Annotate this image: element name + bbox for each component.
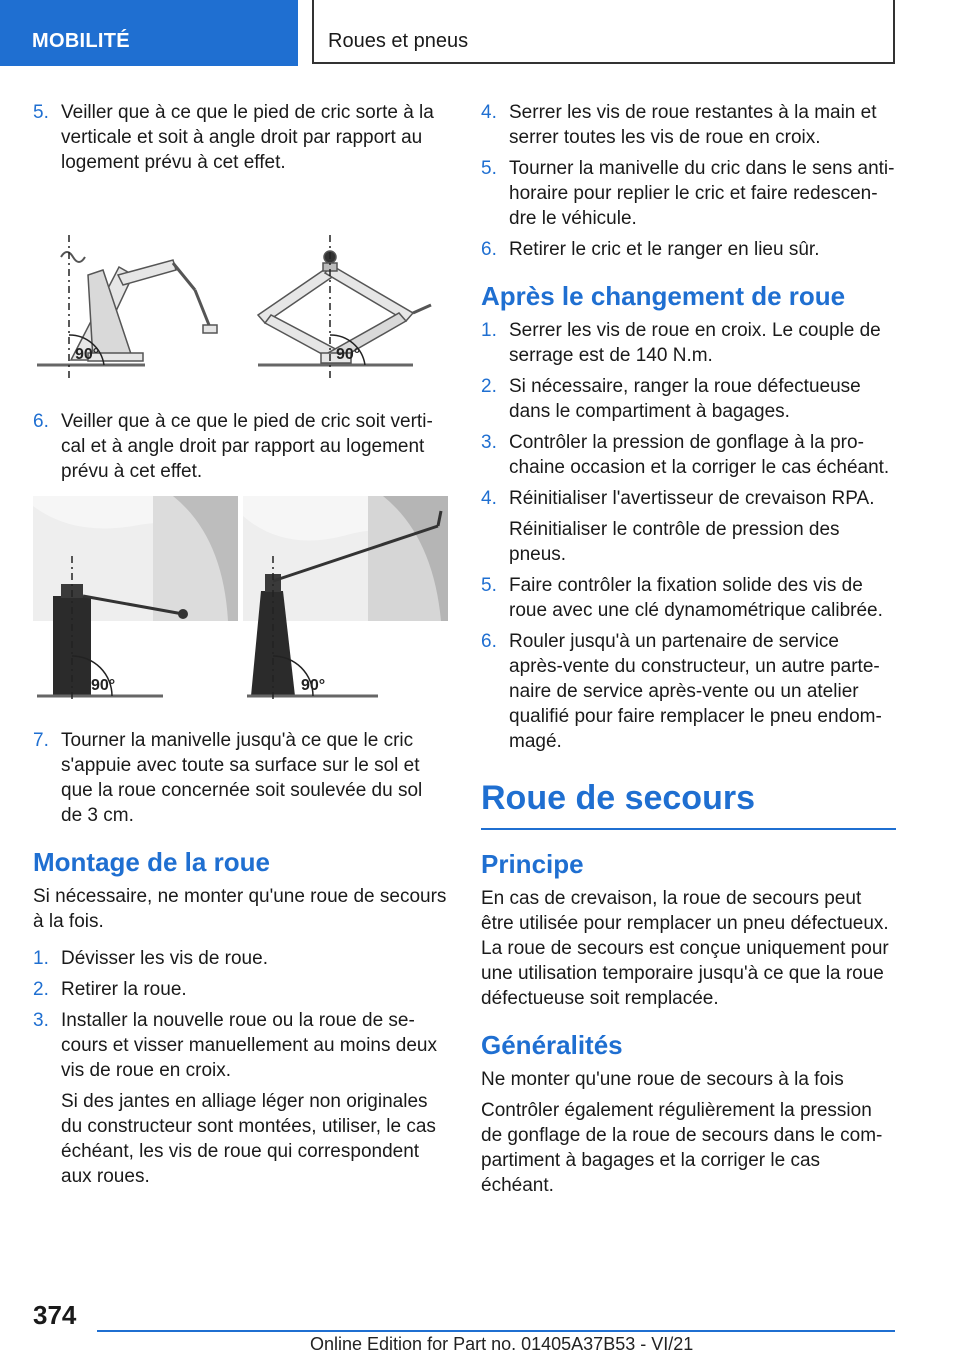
general-text-2: Contrôler également régulièrement la pression de gonflage de la roue de secours dans le compartiment à bagages et la corriger le cas échéant. [481,1100,883,1196]
angle-label: 90° [336,346,361,363]
after-step-5 [481,573,896,623]
right-column [481,100,896,1204]
step-number: 3. [481,432,497,453]
step-text: Serrer les vis de roue restantes à la main et serrer toutes les vis de roue en croix. [509,102,877,148]
mounting-intro: Si nécessaire, ne monter qu'une roue de secours à la fois. [33,886,447,932]
step-number: 2. [33,979,49,1000]
step-number: 6. [481,239,497,260]
figure-jack-under-car [33,496,448,706]
step-number: 3. [33,1010,49,1031]
mount-step-2 [33,977,448,1002]
heading-spare-wheel: Roue de secours [481,776,896,830]
heading-general: Généralités [481,1030,623,1060]
step-text: Tourner la manivelle jusqu'à ce que le cric s'appuie avec toute sa surface sur le sol et que la roue concernée soit soulevée du sol de 3 cm. [61,730,423,826]
step-5 [33,100,448,175]
step-number: 2. [481,376,497,397]
photo-panel-right [243,496,448,701]
step-text: Installer la nouvelle roue ou la roue de secours et visser manuellement au moins deux vis de roue en croix. [61,1010,437,1081]
page-number: 374 [33,1300,77,1330]
after-step-4 [481,486,896,511]
footer-edition: Online Edition for Part no. 01405A37B53 - VI/21 [310,1334,694,1354]
after-step-1 [481,318,896,368]
heading-after-change: Après le changement de roue [481,281,846,311]
angle-label: 90° [91,677,116,694]
step-number: 4. [481,488,497,509]
step-text: Veiller que à ce que le pied de cric sorte à la verticale et soit à angle droit par rapport au logement prévu à cet effet. [61,102,434,173]
step-number: 5. [33,102,49,123]
step-text: Si nécessaire, ranger la roue défectueuse dans le compartiment à bagages. [509,376,861,422]
step-number: 1. [481,320,497,341]
step-6 [33,409,448,484]
step-text: Réinitialiser l'avertisseur de crevaison RPA. [509,488,875,509]
step-6 [481,237,896,262]
page-header [0,0,960,66]
step-text: Rouler jusqu'à un partenaire de service après-vente du constructeur, un autre partenaire de service après-vente ou un atelier qualifié pour faire remplacer le pneu endommagé. [509,631,882,752]
mount-step-3 [33,1008,448,1083]
step-text: Retirer la roue. [61,979,187,1000]
figure-jack-vertical [33,235,448,395]
general-text-1: Ne monter qu'une roue de secours à la fois [481,1069,844,1090]
photo-panel-left [33,496,238,701]
angle-label: 90° [75,346,100,363]
mount-note: Si des jantes en alliage léger non originales du constructeur sont montées, utiliser, le cas échéant, les vis de roue qui correspondent aux roues. [61,1091,436,1187]
step-text: Retirer le cric et le ranger en lieu sûr. [509,239,820,260]
step-number: 6. [33,411,49,432]
step-number: 1. [33,948,49,969]
after-step-6 [481,629,896,754]
step-7 [33,728,448,828]
heading-mounting: Montage de la roue [33,847,270,877]
step-number: 7. [33,730,49,751]
jack-illustration-left [37,252,217,365]
after-step-3 [481,430,896,480]
after-note: Réinitialiser le contrôle de pression des pneus. [509,519,840,565]
topic-tab[interactable]: Roues et pneus [312,0,895,64]
step-text: Serrer les vis de roue en croix. Le couple de serrage est de 140 N.m. [509,320,881,366]
step-number: 4. [481,102,497,123]
footer-divider [97,1330,895,1332]
angle-label: 90° [301,677,326,694]
step-text: Faire contrôler la fixation solide des vis de roue avec une clé dynamométrique calibrée. [509,575,883,621]
principle-text: En cas de crevaison, la roue de secours peut être utilisée pour remplacer un pneu défectueux. La roue de secours est conçue uniquement pour une utilisation temporaire jusqu'à ce que la roue défectueuse soit remplacée. [481,888,889,1009]
left-column [33,100,448,1195]
step-text: Tourner la manivelle du cric dans le sens antihoraire pour replier le cric et faire redescendre le véhicule. [509,158,895,229]
step-4 [481,100,896,150]
step-number: 5. [481,158,497,179]
step-number: 5. [481,575,497,596]
step-number: 6. [481,631,497,652]
after-step-2 [481,374,896,424]
mount-step-1 [33,946,448,971]
heading-principle: Principe [481,849,584,879]
step-text: Contrôler la pression de gonflage à la prochaine occasion et la corriger le cas échéant. [509,432,890,478]
section-tab[interactable]: MOBILITÉ [0,0,298,66]
step-text: Veiller que à ce que le pied de cric soit vertical et à angle droit par rapport au logement prévu à cet effet. [61,411,433,482]
step-5 [481,156,896,231]
step-text: Dévisser les vis de roue. [61,948,268,969]
